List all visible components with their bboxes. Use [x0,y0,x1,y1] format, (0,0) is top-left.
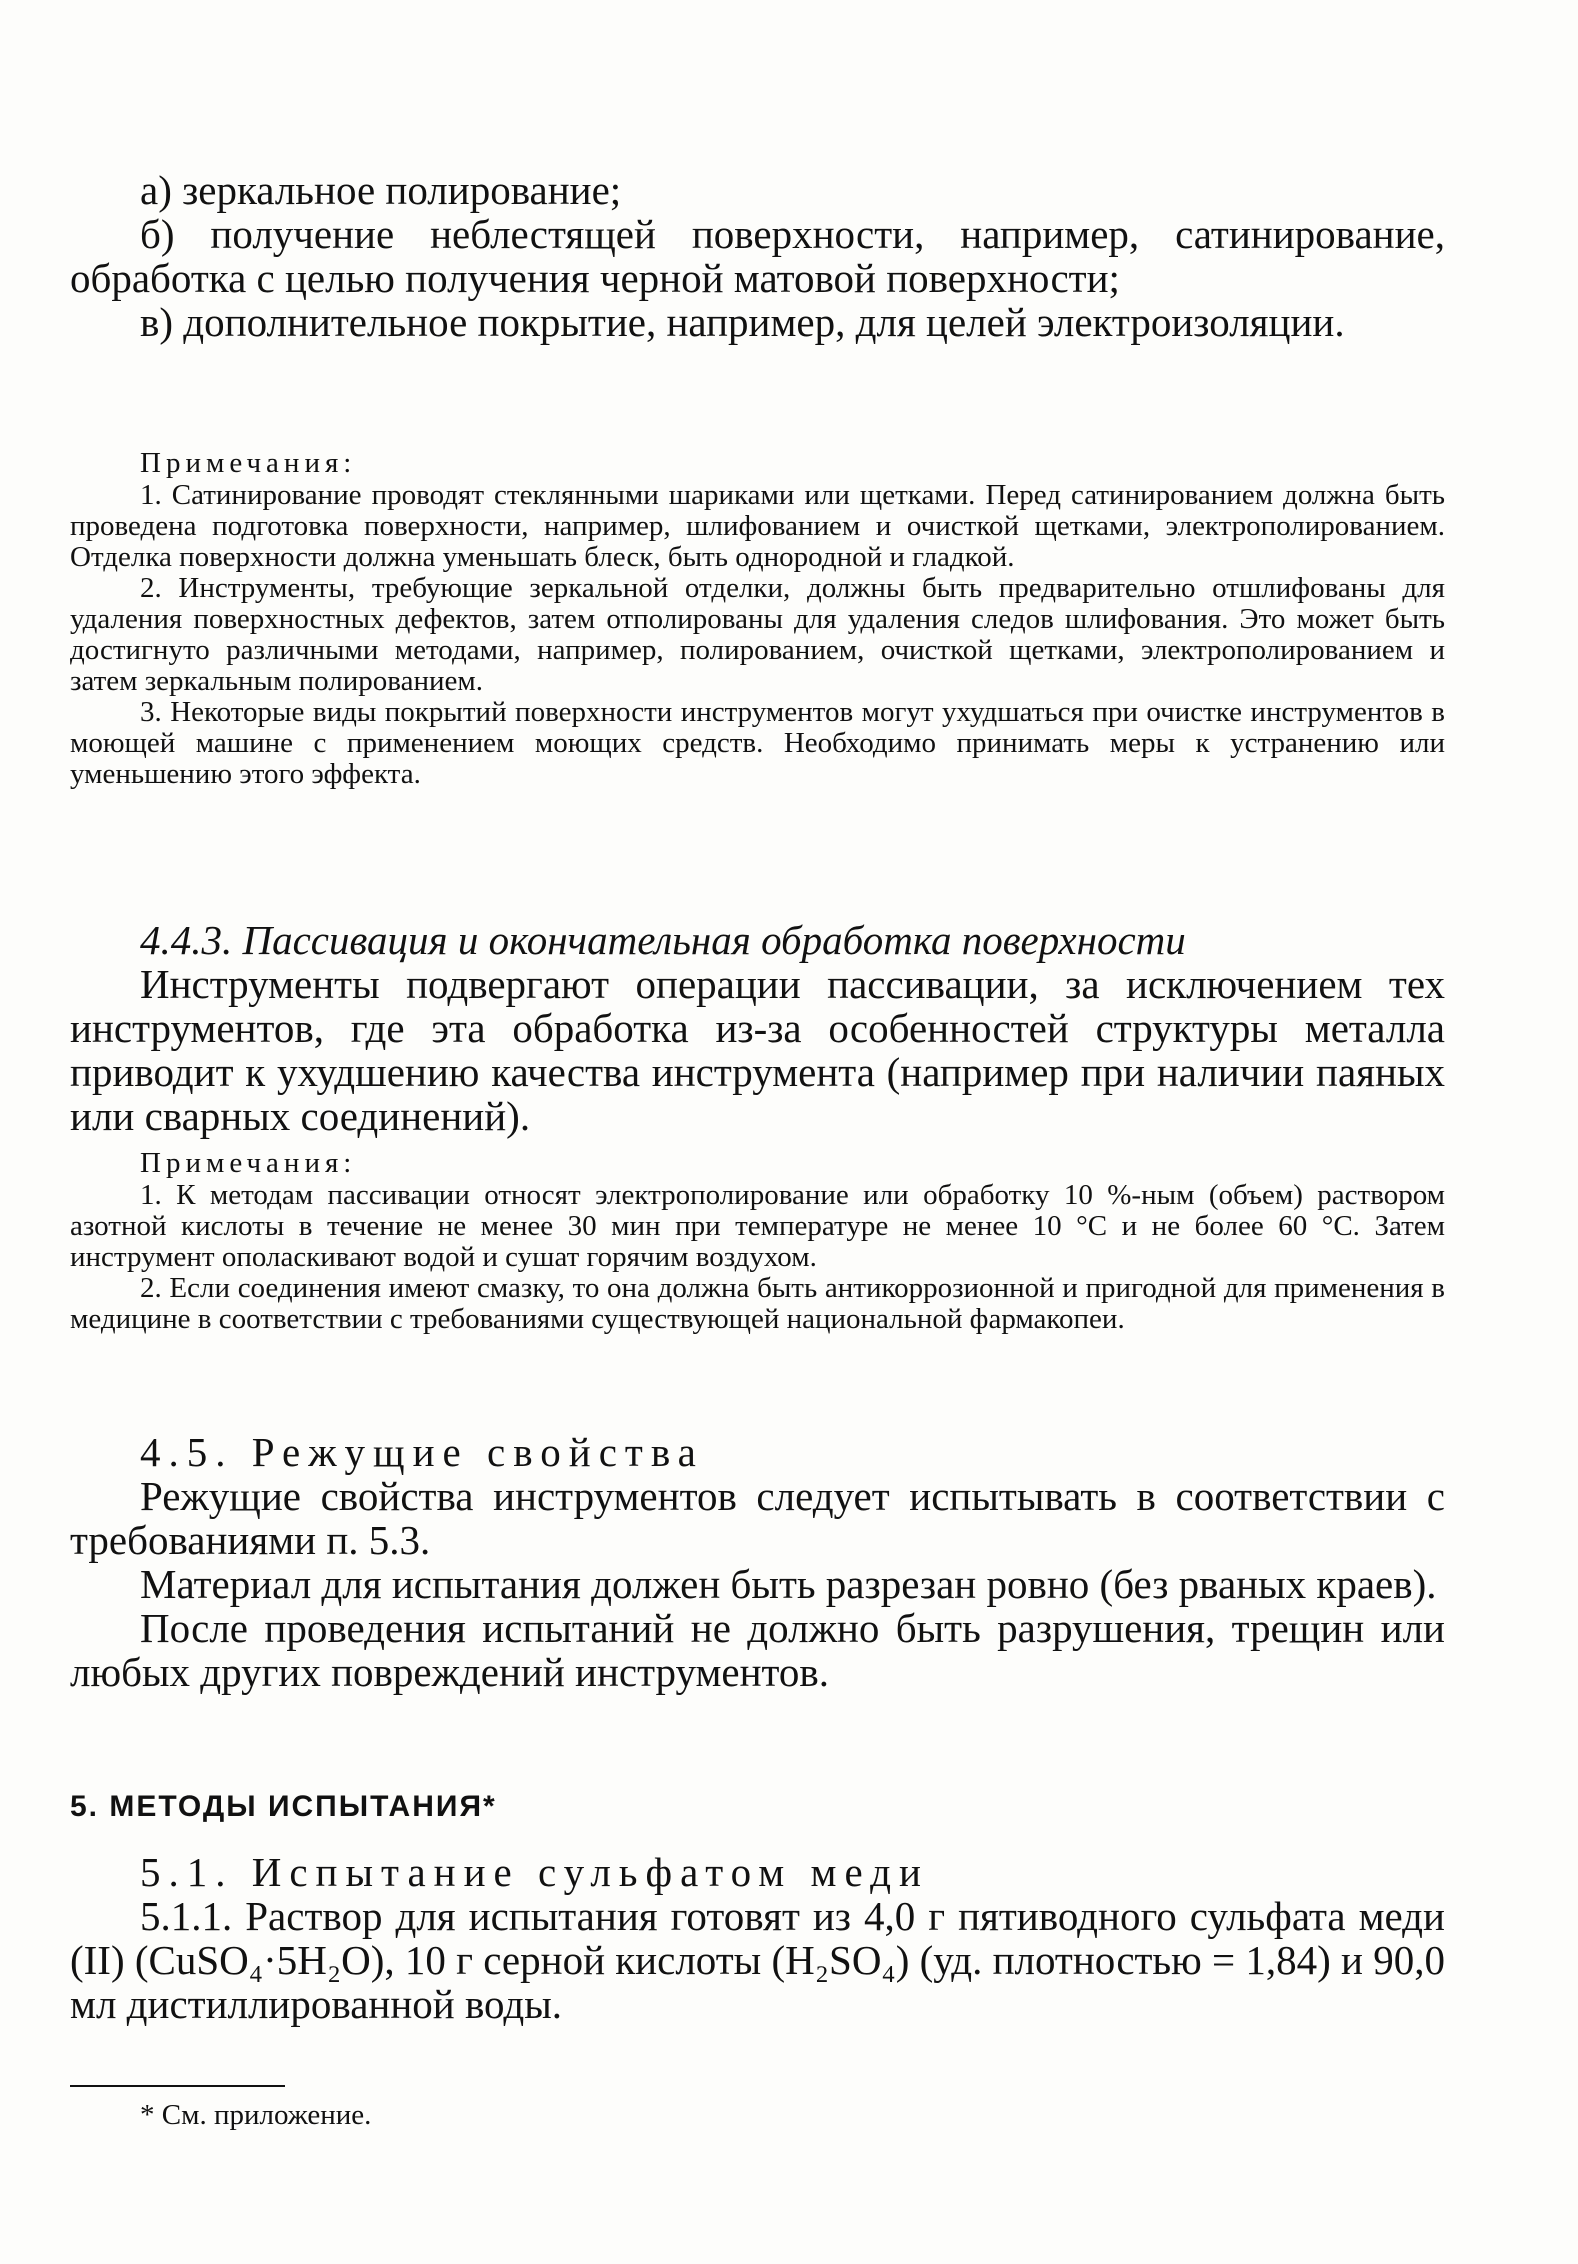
footnote-block [70,2100,1445,2131]
section-text: 5.1.1. Раствор для испытания готовят из 4,0 г пятиводного сульфата меди (II) (CuSO₄·5H₂O), 10 г серной кислоты (H₂SO₄) (уд. плотностью = 1,84) и 90,0 мл дистиллированной воды. [70,1893,1445,2027]
note-item: 1. К методам пассивации относят электрополирование или обработку 10 %-ным (объем) раствором азотной кислоты в течение не менее 30 мин при температуре не менее 10 °С и не более 60 °С. Затем инструмент ополаскивают водой и сушат горячим воздухом. [70,1179,1445,1273]
section-4-5 [70,1430,1445,1694]
note-item: 3. Некоторые виды покрытий поверхности инструментов могут ухудшаться при очистке инструментов в моющей машине с применением моющих средств. Необходимо принимать меры к устранению или уменьшению этого эффекта. [70,696,1445,790]
section-paragraph: Режущие свойства инструментов следует испытывать в соответствии с требованиями п. 5.3. [70,1473,1445,1563]
section-title: 4.4.3. Пассивация и окончательная обработка поверхности [140,917,1186,963]
notes-block-1 [70,446,1445,790]
section-title: 4.5. Режущие свойства [140,1429,704,1475]
section-title: 5.1. Испытание сульфатом меди [140,1849,929,1895]
list-item-a: а) зеркальное полирование; [140,167,622,213]
section-text: Инструменты подвергают операции пассивации, за исключением тех инструментов, где эта обработка из-за особенностей структуры металла приводит к ухудшению качества инструмента (например при наличии паяных или сварных соединений). [70,961,1445,1139]
footnote: * См. приложение. [140,2099,372,2131]
notes-heading: Примечания: [140,1147,357,1179]
list-item-b: б) получение неблестящей поверхности, например, сатинирование, обработка с целью получения черной матовой поверхности; [70,211,1445,301]
note-item: 1. Сатинирование проводят стеклянными шариками или щетками. Перед сатинированием должна быть проведена подготовка поверхности, например, шлифованием и очисткой щетками, электрополированием. Отделка поверхности должна уменьшать блеск, быть однородной и гладкой. [70,479,1445,573]
note-item: 2. Если соединения имеют смазку, то она должна быть антикоррозионной и пригодной для применения в медицине в соответствии с требованиями существующей национальной фармакопеи. [70,1272,1445,1335]
note-item: 2. Инструменты, требующие зеркальной отделки, должны быть предварительно отшлифованы для удаления поверхностных дефектов, затем отполированы для удаления следов шлифования. Это может быть достигнуто различными методами, например, полированием, очисткой щетками, электрополированием и затем зеркальным полированием. [70,572,1445,697]
section-paragraph: Материал для испытания должен быть разрезан ровно (без рваных краев). [140,1561,1437,1607]
notes-heading: Примечания: [140,447,357,479]
section-5-1 [70,1850,1445,2026]
section-paragraph: После проведения испытаний не должно быть разрушения, трещин или любых других повреждений инструментов. [70,1605,1445,1695]
section-5 [70,1790,1445,1824]
notes-block-2 [70,1146,1445,1335]
footnote-rule [70,2085,285,2087]
chapter-title: 5. МЕТОДЫ ИСПЫТАНИЯ* [70,1790,497,1823]
list-item-c: в) дополнительное покрытие, например, для целей электроизоляции. [140,299,1345,345]
list-block [70,168,1445,344]
section-4-4-3 [70,918,1445,1138]
